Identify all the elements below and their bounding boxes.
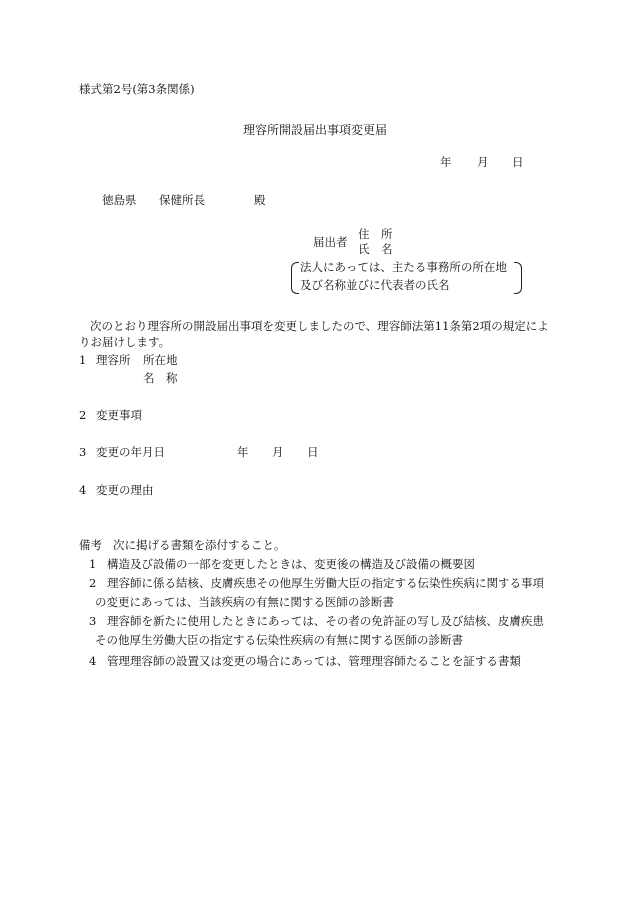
item2-label: 変更事項 [96,408,142,422]
remark2-number: 2 [89,576,97,590]
remark4-line1: 管理理容師の設置又は変更の場合にあっては、管理理容師たることを証する書類 [107,654,521,668]
remarks-heading: 備考 [79,538,102,552]
remark3-line1: 理容師を新たに使用したときにあっては、その者の免許証の写し及び結核、皮膚疾患 [107,614,544,628]
item4-label: 変更の理由 [96,483,154,497]
body-line-2: りお届けします。 [79,335,171,349]
remark1-number: 1 [89,557,97,571]
form-number: 様式第2号(第3条関係) [79,82,195,96]
body-line-1: 次のとおり理容所の開設届出事項を変更しましたので、理容師法第11条第2項の規定によ [90,319,549,333]
corporate-note-right-bracket [514,262,522,294]
corporate-note-left-bracket [291,262,299,294]
addressee-prefecture: 徳島県 [102,193,137,207]
item1-location-label: 所在地 [143,353,178,367]
remarks-intro: 次に掲げる書類を添付すること。 [113,538,286,552]
item1-name-label: 名 称 [143,371,178,385]
item1-number: 1 [79,353,87,367]
remark3-line2: その他厚生労働大臣の指定する伝染性疾病の有無に関する医師の診断書 [95,633,463,647]
item3-year-label: 年 [237,445,249,459]
remark2-line1: 理容師に係る結核、皮膚疾患その他厚生労働大臣の指定する伝染性疾病に関する事項 [107,576,544,590]
corporate-note-line1: 法人にあっては、主たる事務所の所在地 [300,260,507,274]
item3-label: 変更の年月日 [96,445,165,459]
item3-month-label: 月 [272,445,284,459]
applicant-label: 届出者 [313,235,348,249]
document-title: 理容所開設届出事項変更届 [243,123,388,137]
applicant-address-label: 住 所 [358,227,393,241]
item3-number: 3 [79,445,87,459]
item1-label: 理容所 [96,353,131,367]
item4-number: 4 [79,483,87,497]
applicant-name-label: 氏 名 [358,242,393,256]
date-month-label: 月 [477,155,489,169]
date-year-label: 年 [440,155,452,169]
item2-number: 2 [79,408,87,422]
item3-day-label: 日 [307,445,319,459]
addressee-office: 保健所長 [159,193,205,207]
remark3-number: 3 [89,614,97,628]
remark2-line2: の変更にあっては、当該疾病の有無に関する医師の診断書 [95,595,394,609]
remark4-number: 4 [89,654,97,668]
remark1-line1: 構造及び設備の一部を変更したときは、変更後の構造及び設備の概要図 [107,557,475,571]
corporate-note-line2: 及び名称並びに代表者の氏名 [300,278,450,292]
addressee-honorific: 殿 [254,193,266,207]
date-day-label: 日 [512,155,524,169]
